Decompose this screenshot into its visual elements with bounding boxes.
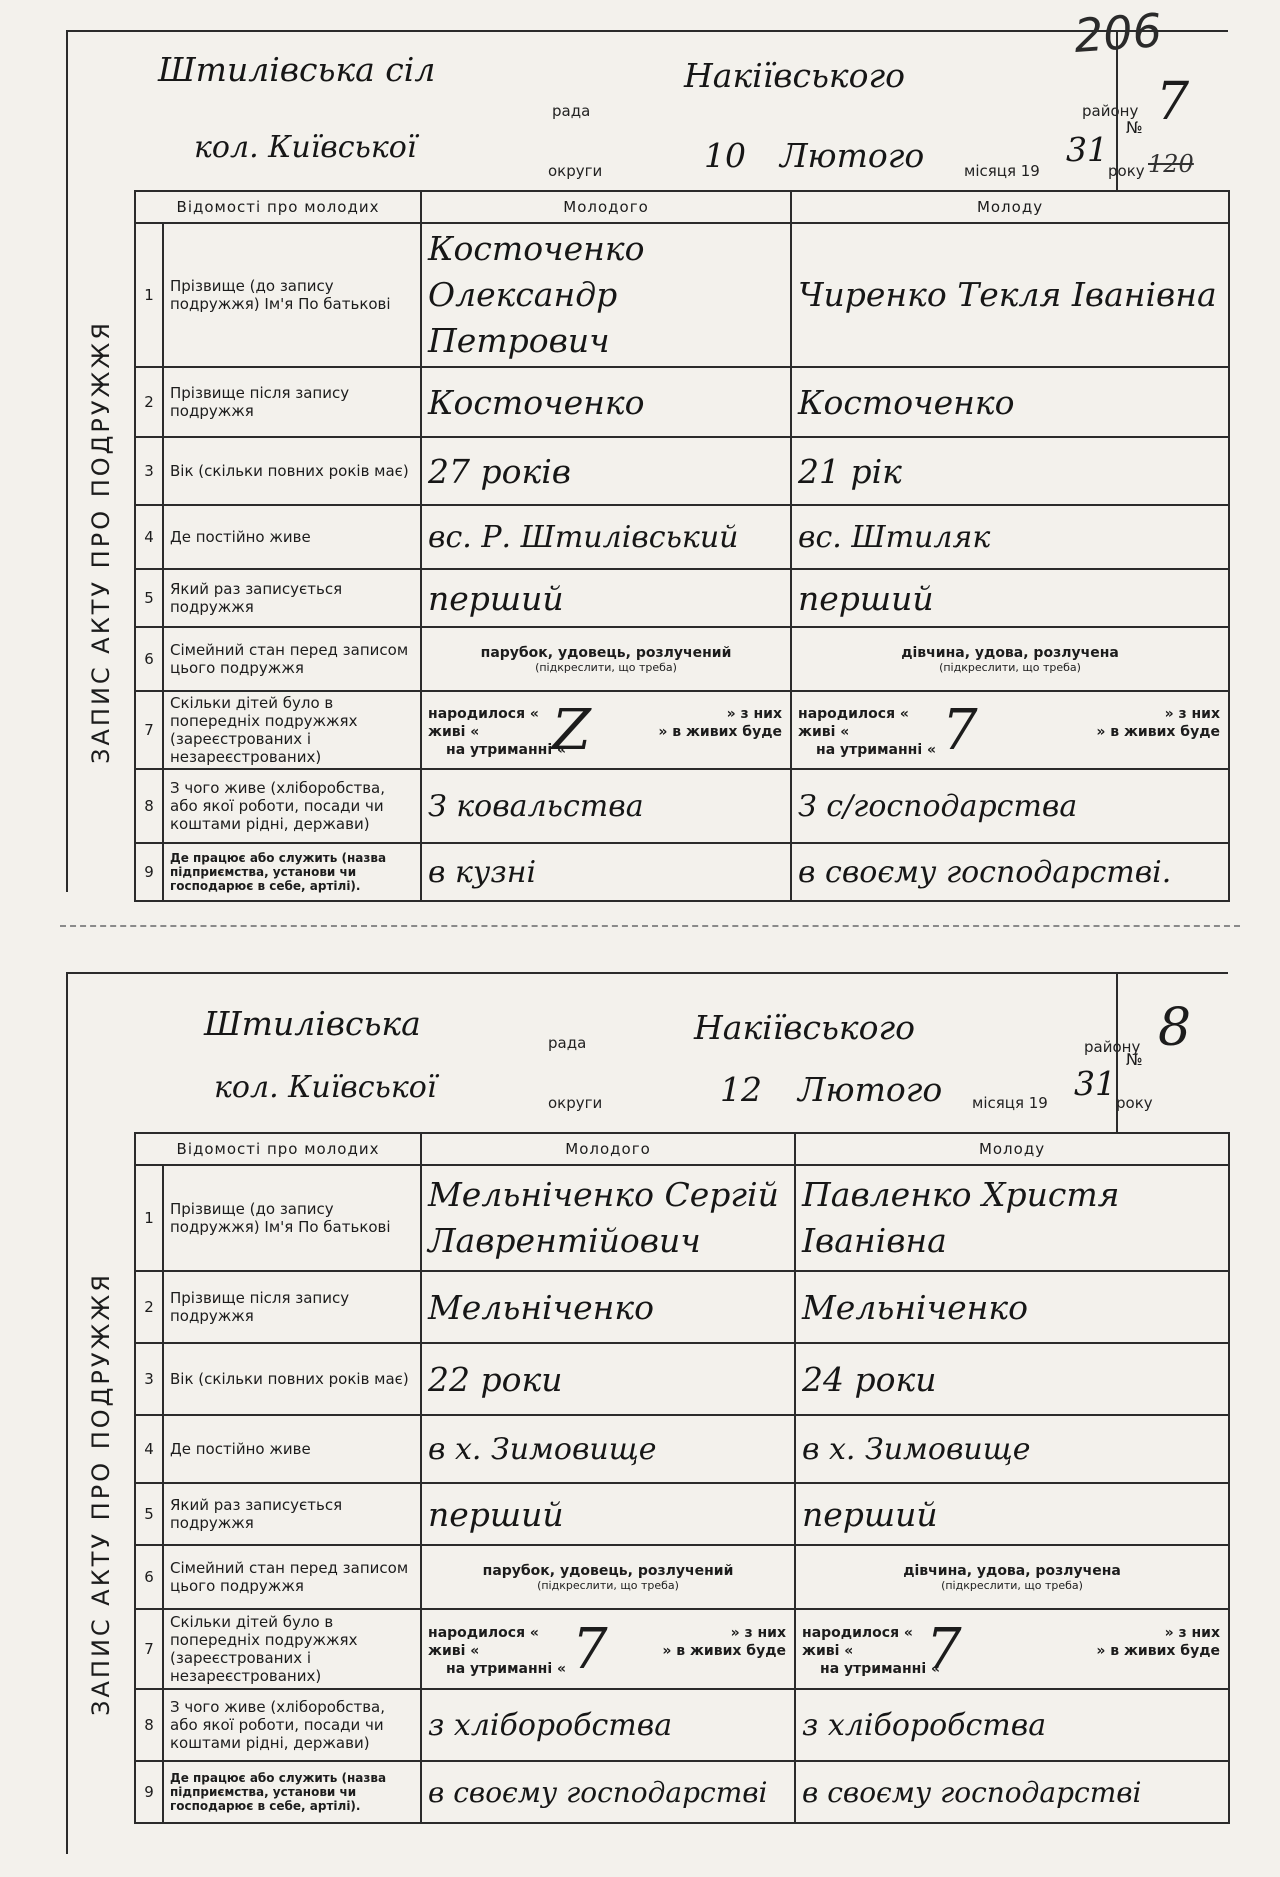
groom-marital-status: парубок, удовець, розлучений (підкреслити, що треба) bbox=[421, 1545, 795, 1609]
table-row: 6 Сімейний стан перед записом цього подружжя парубок, удовець, розлучений (підкреслити, що треба) дівчина, удова, розлучена (підкреслити, що треба) bbox=[135, 627, 1229, 691]
record-day: 12 bbox=[720, 1070, 762, 1109]
groom-age: 27 років bbox=[421, 437, 791, 505]
marriage-record-1 bbox=[66, 30, 1228, 892]
record-table bbox=[134, 1132, 1230, 1824]
district-name: Накіївського bbox=[694, 1008, 916, 1047]
table-row: 5 Який раз записується подружжя перший перший bbox=[135, 569, 1229, 627]
bride-surname-after: Косточенко bbox=[791, 367, 1229, 437]
council-name: Штилівська сіл bbox=[158, 50, 436, 89]
okrug-name: кол. Київської bbox=[194, 130, 417, 165]
table-row: 1 Прізвище (до запису подружжя) Ім'я По батькові Косточенко Олександр Петрович Чиренко Текля Іванівна bbox=[135, 223, 1229, 367]
number-label: № bbox=[1126, 1050, 1143, 1069]
record-day: 10 bbox=[704, 136, 746, 175]
record-header bbox=[134, 32, 1228, 190]
bride-residence: вс. Штиляк bbox=[791, 505, 1229, 569]
year-label: року bbox=[1108, 162, 1145, 180]
record-number-box bbox=[1116, 32, 1228, 190]
record-year: 31 bbox=[1066, 130, 1108, 169]
table-row: 4 Де постійно живе в х. Зимовище в х. Зимовище bbox=[135, 1415, 1229, 1483]
table-row: 4 Де постійно живе вс. Р. Штилівський вс. Штиляк bbox=[135, 505, 1229, 569]
number-label: № bbox=[1126, 118, 1143, 137]
record-divider bbox=[60, 925, 1240, 927]
col-header-bride: Молоду bbox=[795, 1133, 1229, 1165]
groom-livelihood: з хліборобства bbox=[421, 1689, 795, 1761]
bride-marital-status: дівчина, удова, розлучена (підкреслити, що треба) bbox=[791, 627, 1229, 691]
bride-workplace: в своєму господарстві bbox=[795, 1761, 1229, 1823]
side-title: ЗАПИС АКТУ ПРО ПОДРУЖЖЯ bbox=[87, 320, 116, 764]
groom-residence: в х. Зимовище bbox=[421, 1415, 795, 1483]
council-label: рада bbox=[548, 1034, 587, 1052]
table-row: 2 Прізвище після запису подружжя Косточенко Косточенко bbox=[135, 367, 1229, 437]
record-month: Лютого bbox=[780, 136, 925, 175]
col-header-groom: Молодого bbox=[421, 1133, 795, 1165]
month-label: місяця 19 bbox=[972, 1094, 1048, 1112]
col-header-info: Відомості про молодих bbox=[135, 191, 421, 223]
crossed-number: 120 bbox=[1148, 150, 1194, 178]
side-title: ЗАПИС АКТУ ПРО ПОДРУЖЖЯ bbox=[87, 1272, 116, 1716]
district-name: Накіївського bbox=[684, 56, 906, 95]
groom-residence: вс. Р. Штилівський bbox=[421, 505, 791, 569]
table-row: 9 Де працює або служить (назва підприємства, установи чи господарює в себе, артілі). в своєму господарстві в своєму господарстві bbox=[135, 1761, 1229, 1823]
bride-marital-status: дівчина, удова, розлучена (підкреслити, що треба) bbox=[795, 1545, 1229, 1609]
bride-marriage-count: перший bbox=[791, 569, 1229, 627]
bride-children: народилося « живі « на утриманні « » з них » в живих буде 7 bbox=[795, 1609, 1229, 1689]
col-header-bride: Молоду bbox=[791, 191, 1229, 223]
col-header-info: Відомості про молодих bbox=[135, 1133, 421, 1165]
okrug-label: округи bbox=[548, 162, 603, 180]
table-row: 6 Сімейний стан перед записом цього подружжя парубок, удовець, розлучений (підкреслити, що треба) дівчина, удова, розлучена (підкреслити, що треба) bbox=[135, 1545, 1229, 1609]
record-number-box bbox=[1116, 974, 1228, 1132]
month-label: місяця 19 bbox=[964, 162, 1040, 180]
table-row: 7 Скільки дітей було в попередніх подружжях (зареєстрованих і незареєстрованих) народилося « живі « на утриманні « » з них » в живих буде Z народилося « живі « на утриманні « » з них » в живих буде 7 bbox=[135, 691, 1229, 769]
okrug-name: кол. Київської bbox=[214, 1070, 437, 1105]
bride-workplace: в своєму господарстві. bbox=[791, 843, 1229, 901]
groom-workplace: в кузні bbox=[421, 843, 791, 901]
record-table bbox=[134, 190, 1230, 902]
groom-children: народилося « живі « на утриманні « » з них » в живих буде 7 bbox=[421, 1609, 795, 1689]
record-number: 7 bbox=[1156, 72, 1190, 132]
bride-surname-after: Мельніченко bbox=[795, 1271, 1229, 1343]
record-number: 8 bbox=[1158, 998, 1192, 1058]
table-row: 9 Де працює або служить (назва підприємства, установи чи господарює в себе, артілі). в кузні в своєму господарстві. bbox=[135, 843, 1229, 901]
groom-marital-status: парубок, удовець, розлучений (підкреслити, що треба) bbox=[421, 627, 791, 691]
groom-surname-after: Мельніченко bbox=[421, 1271, 795, 1343]
groom-children: народилося « живі « на утриманні « » з них » в живих буде Z bbox=[421, 691, 791, 769]
groom-marriage-count: перший bbox=[421, 569, 791, 627]
page-number: 206 bbox=[1072, 3, 1164, 63]
bride-name: Чиренко Текля Іванівна bbox=[791, 223, 1229, 367]
table-row: 5 Який раз записується подружжя перший перший bbox=[135, 1483, 1229, 1545]
groom-surname-after: Косточенко bbox=[421, 367, 791, 437]
record-header bbox=[134, 974, 1228, 1132]
table-row: 1 Прізвище (до запису подружжя) Ім'я По батькові Мельніченко Сергій Лаврентійович Павленко Христя Іванівна bbox=[135, 1165, 1229, 1271]
groom-name: Косточенко Олександр Петрович bbox=[421, 223, 791, 367]
council-label: рада bbox=[552, 102, 591, 120]
district-label: району bbox=[1082, 102, 1139, 120]
record-year: 31 bbox=[1074, 1064, 1116, 1103]
table-row: 3 Вік (скільки повних років має) 27 років 21 рік bbox=[135, 437, 1229, 505]
col-header-groom: Молодого bbox=[421, 191, 791, 223]
council-name: Штилівська bbox=[204, 1004, 421, 1043]
bride-name: Павленко Христя Іванівна bbox=[795, 1165, 1229, 1271]
year-label: року bbox=[1116, 1094, 1153, 1112]
table-row: 8 З чого живе (хліборобства, або якої роботи, посади чи коштами рідні, держави) З ковальства З с/господарства bbox=[135, 769, 1229, 843]
bride-residence: в х. Зимовище bbox=[795, 1415, 1229, 1483]
district-label: району bbox=[1084, 1038, 1141, 1056]
groom-workplace: в своєму господарстві bbox=[421, 1761, 795, 1823]
table-row: 7 Скільки дітей було в попередніх подружжях (зареєстрованих і незареєстрованих) народилося « живі « на утриманні « » з них » в живих буде 7 народилося « живі « на утриманні « » з них » в живих буде 7 bbox=[135, 1609, 1229, 1689]
groom-livelihood: З ковальства bbox=[421, 769, 791, 843]
record-month: Лютого bbox=[798, 1070, 943, 1109]
groom-marriage-count: перший bbox=[421, 1483, 795, 1545]
marriage-record-2 bbox=[66, 972, 1228, 1854]
bride-age: 24 роки bbox=[795, 1343, 1229, 1415]
bride-marriage-count: перший bbox=[795, 1483, 1229, 1545]
table-row: 2 Прізвище після запису подружжя Мельніченко Мельніченко bbox=[135, 1271, 1229, 1343]
bride-age: 21 рік bbox=[791, 437, 1229, 505]
bride-children: народилося « живі « на утриманні « » з них » в живих буде 7 bbox=[791, 691, 1229, 769]
table-row: 3 Вік (скільки повних років має) 22 роки 24 роки bbox=[135, 1343, 1229, 1415]
bride-livelihood: з хліборобства bbox=[795, 1689, 1229, 1761]
bride-livelihood: З с/господарства bbox=[791, 769, 1229, 843]
groom-age: 22 роки bbox=[421, 1343, 795, 1415]
table-row: 8 З чого живе (хліборобства, або якої роботи, посади чи коштами рідні, держави) з хліборобства з хліборобства bbox=[135, 1689, 1229, 1761]
groom-name: Мельніченко Сергій Лаврентійович bbox=[421, 1165, 795, 1271]
okrug-label: округи bbox=[548, 1094, 603, 1112]
